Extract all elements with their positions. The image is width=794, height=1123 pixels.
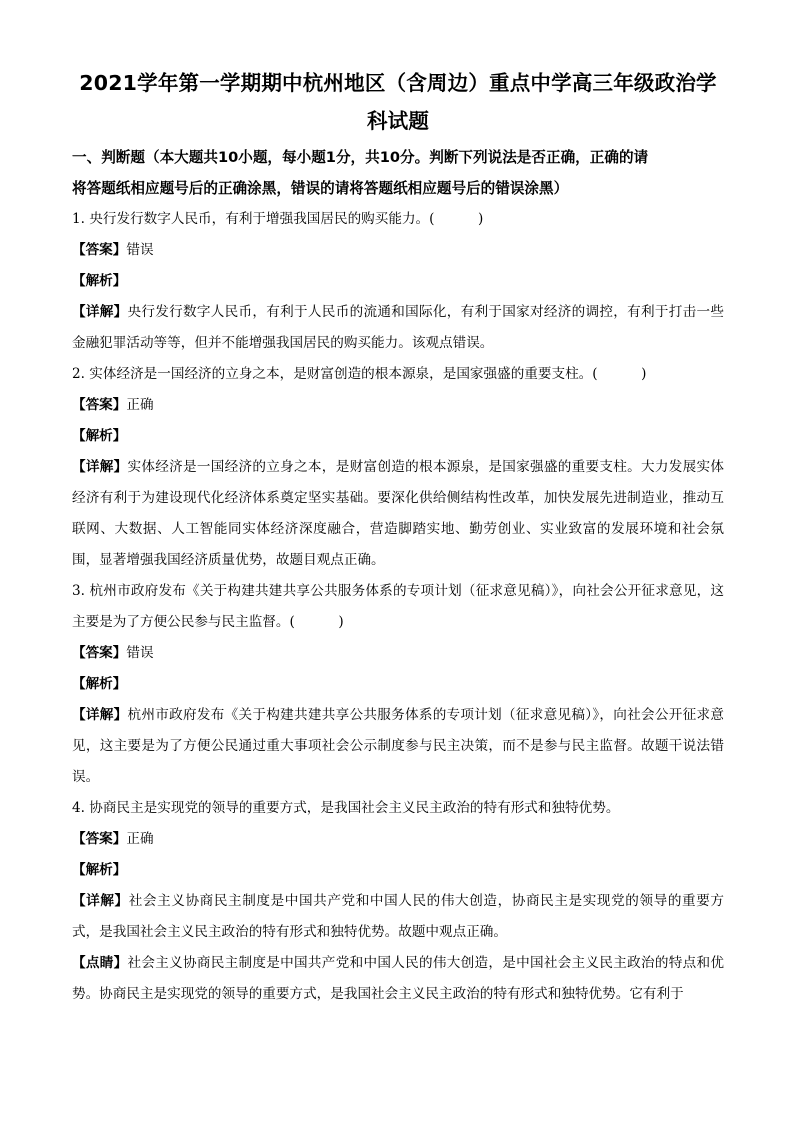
- answer-row: [72, 638, 724, 669]
- analysis-tag: 【解析】: [72, 428, 127, 444]
- analysis-tag: 【解析】: [72, 676, 127, 692]
- detail-text: 央行发行数字人民币，有利于人民币的流通和国际化，有利于国家对经济的调控，有利于打击一些金融犯罪活动等等，但并不能增强我国居民的购买能力。该观点错误。: [72, 304, 724, 351]
- question-stem: [72, 793, 724, 824]
- document-page: [72, 64, 724, 1010]
- analysis-row: [72, 669, 724, 700]
- question-stem-text: 4. 协商民主是实现党的领导的重要方式，是我国社会主义民主政治的特有形式和独特优势。: [72, 800, 620, 816]
- question-4: [72, 793, 724, 1010]
- detail-paragraph: [72, 886, 724, 948]
- question-stem-text: 3. 杭州市政府发布《关于构建共建共享公共服务体系的专项计划（征求意见稿）》，向社会公开征求意见，这主要是为了方便公民参与民主监督。(: [72, 583, 724, 630]
- title-line-1: 2021学年第一学期期中杭州地区（含周边）重点中学高三年级政治学: [79, 71, 717, 95]
- question-stem-close: ): [338, 614, 344, 630]
- answer-value: 正确: [126, 397, 154, 413]
- detail-text: 实体经济是一国经济的立身之本，是财富创造的根本源泉，是国家强盛的重要支柱。大力发展实体经济有利于为建设现代化经济体系奠定坚实基础。要深化供给侧结构性改革，加快发展先进制造业，推动互联网、大数据、人工智能同实体经济深度融合，营造脚踏实地、勤劳创业、实业致富的发展环境和社会氛围，显著增强我国经济质量优势，故题目观点正确。: [72, 459, 724, 568]
- section-heading: [72, 142, 724, 204]
- answer-value: 错误: [126, 645, 154, 661]
- question-stem: [72, 204, 724, 235]
- question-stem-text: 2. 实体经济是一国经济的立身之本，是财富创造的根本源泉，是国家强盛的重要支柱。(: [72, 366, 598, 382]
- point-text: 社会主义协商民主制度是中国共产党和中国人民的伟大创造，是中国社会主义民主政治的特点和优势。协商民主是实现党的领导的重要方式，是我国社会主义民主政治的特有形式和独特优势。它有利于: [72, 955, 724, 1002]
- answer-tag: 【答案】: [72, 831, 127, 847]
- analysis-row: [72, 421, 724, 452]
- section-heading-line-2: 将答题纸相应题号后的正确涂黑，错误的请将答题纸相应题号后的错误涂黑）: [72, 180, 569, 197]
- answer-tag: 【答案】: [72, 397, 127, 413]
- answer-tag: 【答案】: [72, 645, 127, 661]
- answer-value: 正确: [126, 831, 154, 847]
- analysis-tag: 【解析】: [72, 273, 127, 289]
- answer-tag: 【答案】: [72, 242, 127, 258]
- question-stem-text: 1. 央行发行数字人民币，有利于增强我国居民的购买能力。(: [72, 211, 435, 227]
- detail-tag: 【详解】: [72, 459, 128, 475]
- question-stem-close: ): [641, 366, 647, 382]
- detail-paragraph: [72, 452, 724, 576]
- answer-row: [72, 390, 724, 421]
- question-stem: [72, 576, 724, 638]
- detail-paragraph: [72, 297, 724, 359]
- detail-tag: 【详解】: [72, 893, 129, 909]
- question-3: [72, 576, 724, 793]
- analysis-row: [72, 266, 724, 297]
- question-1: [72, 204, 724, 359]
- question-stem: [72, 359, 724, 390]
- analysis-tag: 【解析】: [72, 862, 127, 878]
- detail-text: 杭州市政府发布《关于构建共建共享公共服务体系的专项计划（征求意见稿）》，向社会公开征求意见，这主要是为了方便公民通过重大事项社会公示制度参与民主决策，而不是参与民主监督。故题干说法错误。: [72, 707, 725, 785]
- section-heading-line-1: 一、判断题（本大题共10小题，每小题1分，共10分。判断下列说法是否正确，正确的请: [72, 149, 649, 166]
- document-title: [72, 64, 724, 140]
- answer-value: 错误: [126, 242, 154, 258]
- answer-row: [72, 824, 724, 855]
- point-tag: 【点睛】: [72, 955, 128, 971]
- detail-paragraph: [72, 700, 724, 793]
- detail-tag: 【详解】: [72, 304, 128, 320]
- detail-text: 社会主义协商民主制度是中国共产党和中国人民的伟大创造，协商民主是实现党的领导的重要方式，是我国社会主义民主政治的特有形式和独特优势。故题中观点正确。: [72, 893, 724, 940]
- detail-tag: 【详解】: [72, 707, 128, 723]
- answer-row: [72, 235, 724, 266]
- question-stem-close: ): [477, 211, 484, 227]
- analysis-row: [72, 855, 724, 886]
- title-line-2: 科试题: [366, 109, 430, 133]
- question-2: [72, 359, 724, 576]
- point-paragraph: [72, 948, 724, 1010]
